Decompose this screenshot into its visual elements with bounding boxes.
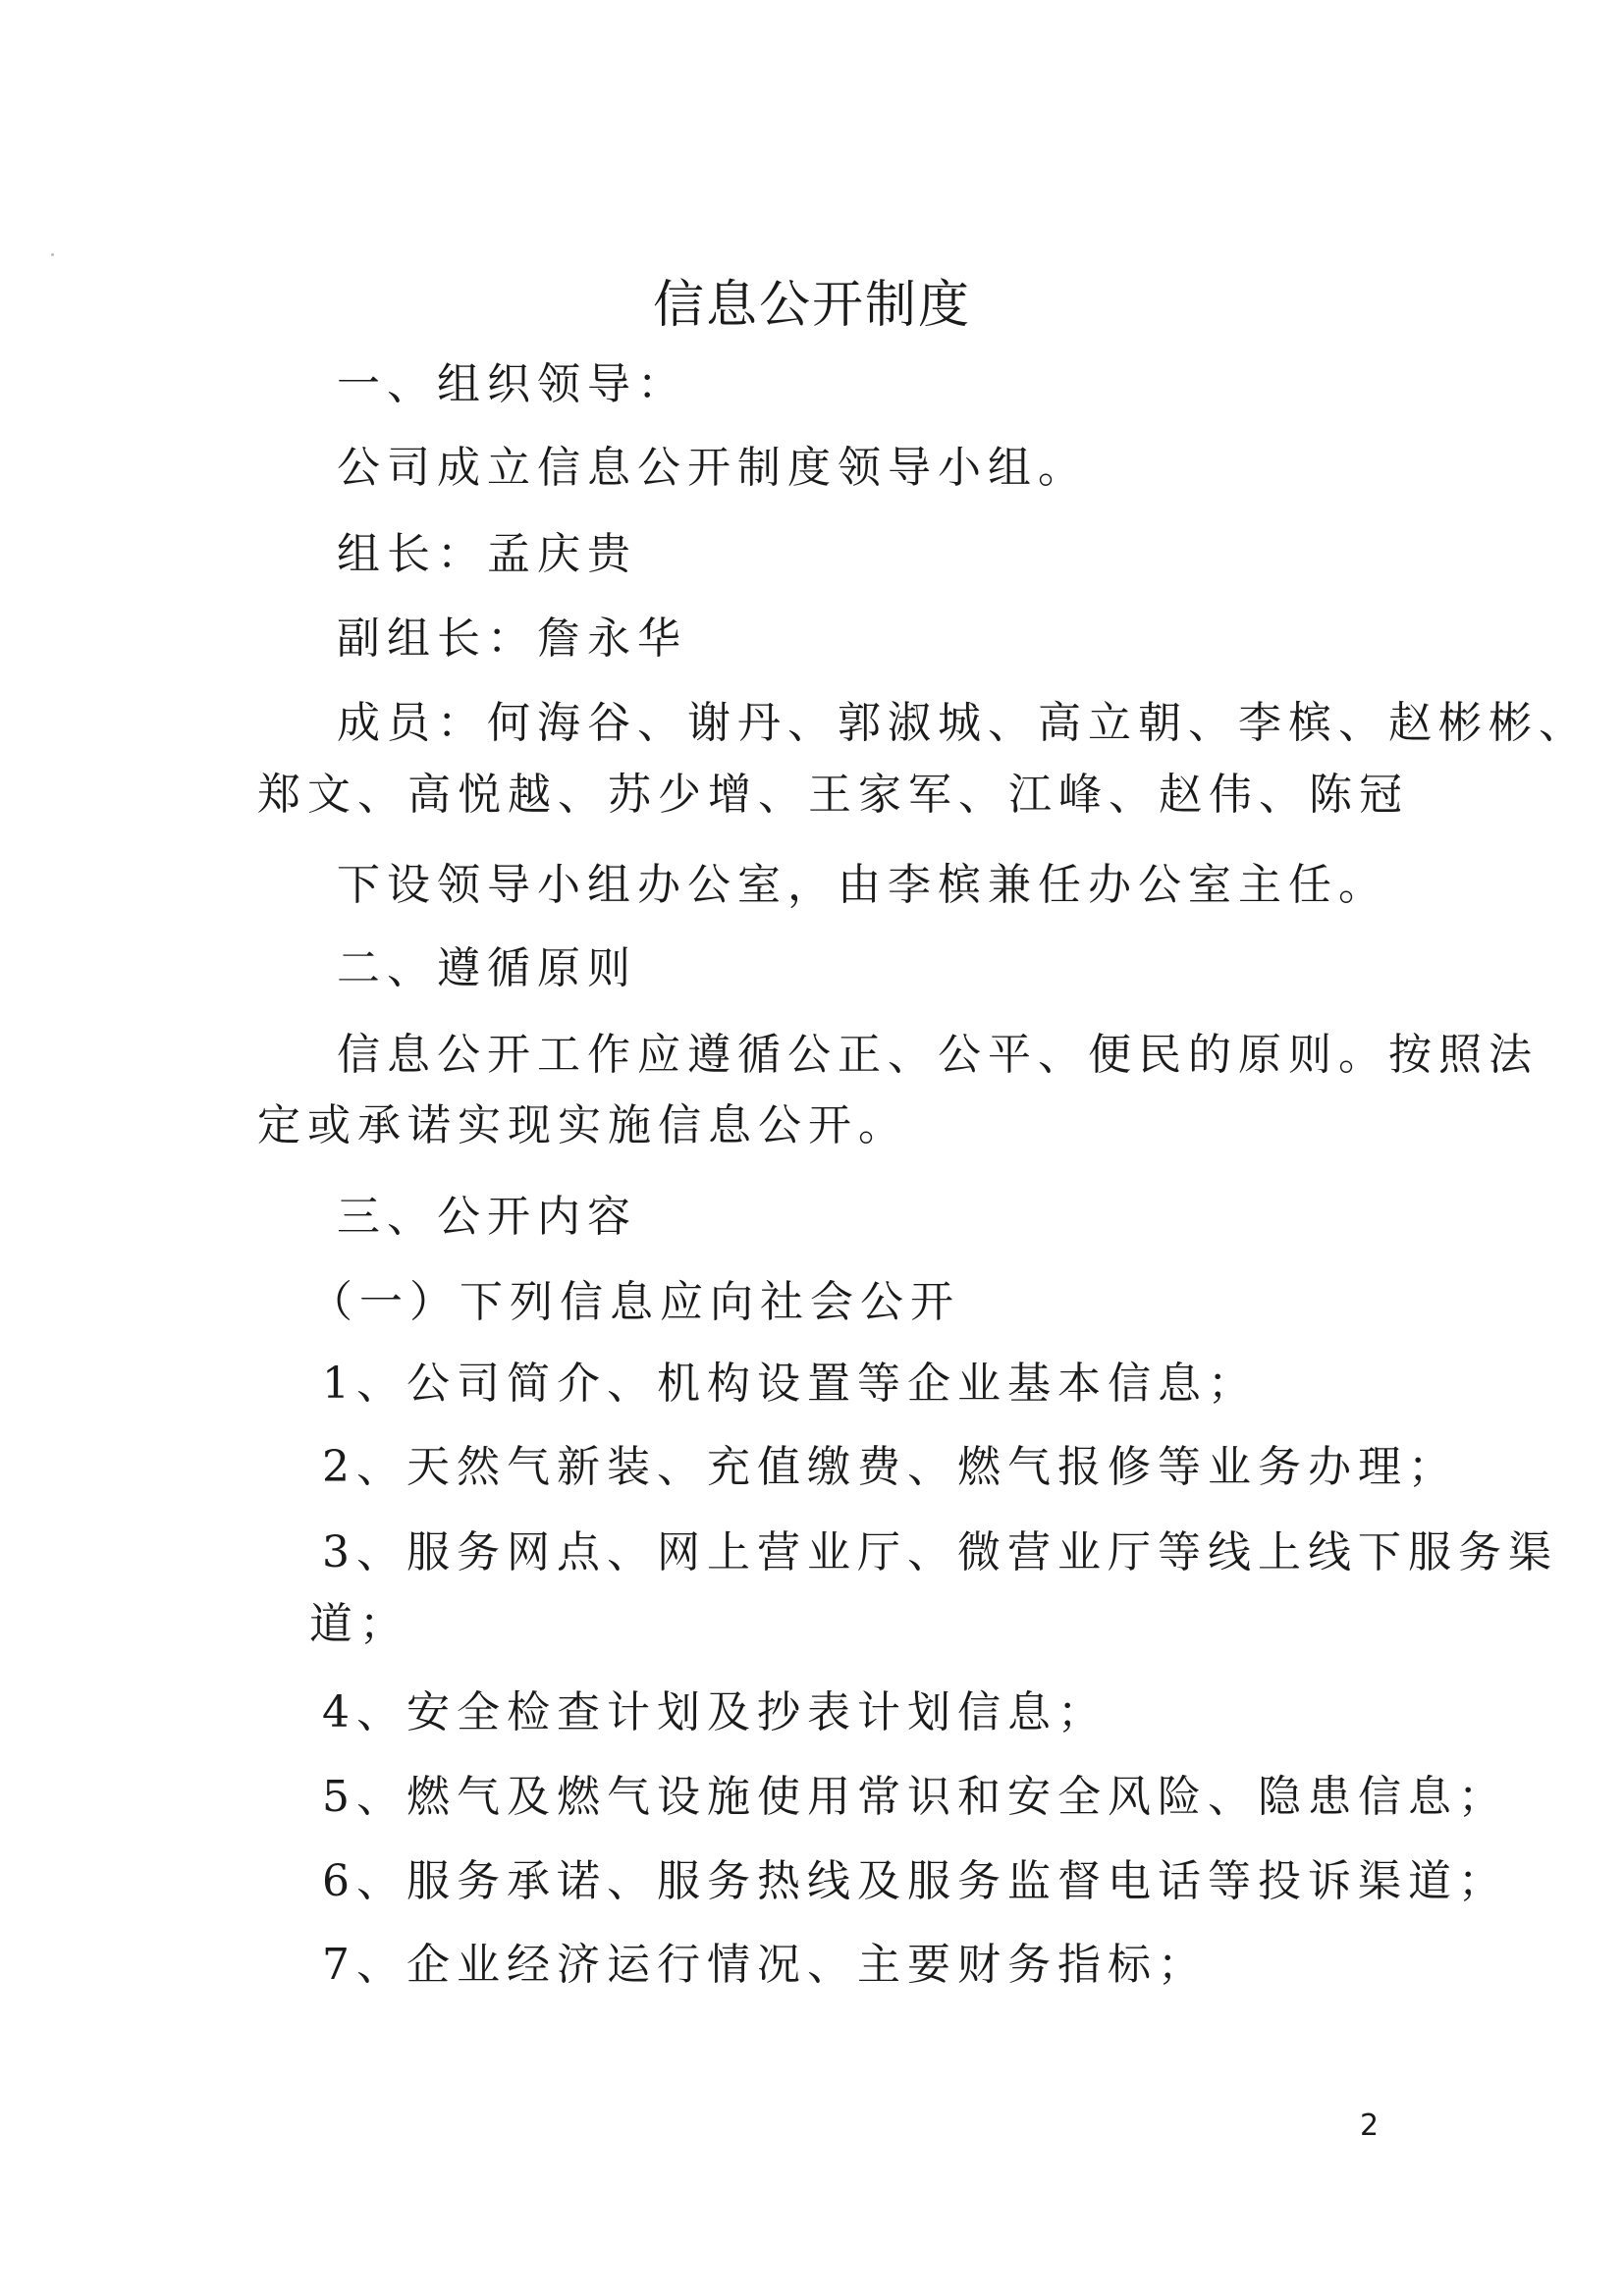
section-1-paragraph: 公司成立信息公开制度领导小组。 xyxy=(337,443,1088,493)
section-3-heading: 三、公开内容 xyxy=(337,1192,637,1242)
group-leader-line: 组长：孟庆贵 xyxy=(337,529,637,579)
list-item-7: 7、企业经济运行情况、主要财务指标； xyxy=(322,1940,1208,1990)
list-item-6: 6、服务承诺、服务热线及服务监督电话等投诉渠道； xyxy=(322,1856,1508,1906)
scan-speck xyxy=(51,253,54,256)
list-item-2: 2、天然气新装、充值缴费、燃气报修等业务办理； xyxy=(322,1442,1458,1492)
subsection-1-heading: （一）下列信息应向社会公开 xyxy=(309,1277,960,1327)
list-item-1: 1、公司简介、机构设置等企业基本信息； xyxy=(322,1359,1258,1409)
members-line-2: 郑文、高悦越、苏少增、王家军、江峰、赵伟、陈冠 xyxy=(257,770,1409,820)
document-title: 信息公开制度 xyxy=(652,276,971,335)
office-line: 下设领导小组办公室，由李槟兼任办公室主任。 xyxy=(337,860,1388,910)
members-line-1: 成员：何海谷、谢丹、郭淑城、高立朝、李槟、赵彬彬、 xyxy=(337,698,1589,748)
deputy-leader-line: 副组长：詹永华 xyxy=(337,614,687,664)
list-item-3-line-2: 道； xyxy=(309,1599,409,1649)
section-1-heading: 一、组织领导： xyxy=(337,359,687,409)
list-item-4: 4、安全检查计划及抄表计划信息； xyxy=(322,1687,1108,1737)
principle-line-1: 信息公开工作应遵循公正、公平、便民的原则。按照法 xyxy=(337,1030,1539,1080)
list-item-5: 5、燃气及燃气设施使用常识和安全风险、隐患信息； xyxy=(322,1772,1508,1822)
list-item-3-line-1: 3、服务网点、网上营业厅、微营业厅等线上线下服务渠 xyxy=(322,1527,1558,1577)
page-number: 2 xyxy=(1360,2109,1380,2143)
principle-line-2: 定或承诺实现实施信息公开。 xyxy=(257,1100,908,1150)
section-2-heading: 二、遵循原则 xyxy=(337,943,637,993)
